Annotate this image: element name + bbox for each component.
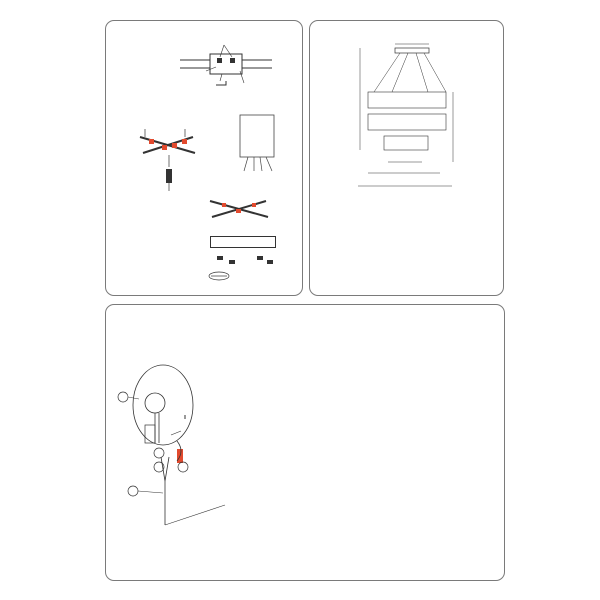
chandelier-side-view: [340, 40, 470, 195]
chandelier-top-view: [360, 190, 456, 286]
cross-bracket-diagram: [135, 125, 205, 195]
led-shaft-diagram: [115, 365, 245, 535]
led-module-grid: [240, 115, 280, 175]
parts-diagram: [205, 252, 285, 284]
driver-box: [210, 236, 276, 248]
instructions-list: [201, 325, 465, 328]
cross-bracket-diagram-2: [208, 195, 278, 225]
connector-diagram: [180, 35, 280, 95]
